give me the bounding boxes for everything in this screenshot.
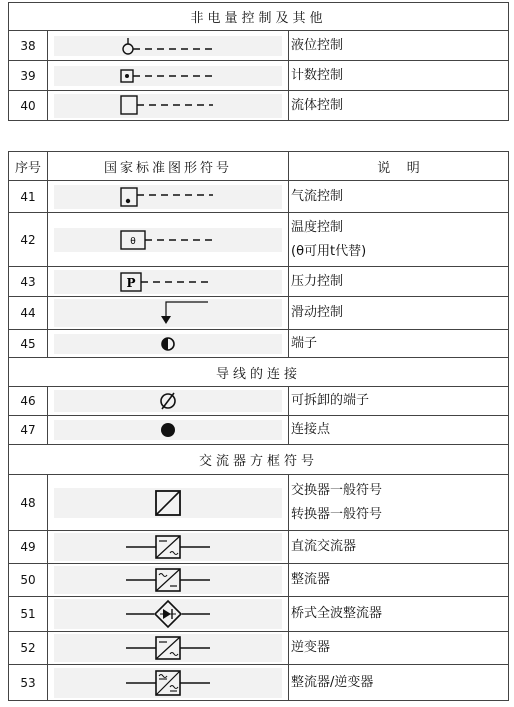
row-description: 流体控制 [289,91,509,121]
row-number: 52 [9,632,48,665]
row-number: 38 [9,31,48,61]
table-row [9,330,509,358]
header-symbol: 国家标准图形符号 [48,152,289,181]
row-number: 45 [9,330,48,358]
table-row [9,213,509,267]
table-row [9,91,509,121]
section-title-converter-box: 交流器方框符号 [9,445,509,475]
row-description: 端子 [289,330,509,358]
row-number: 47 [9,416,48,445]
liquid-level-control-icon [118,36,218,56]
table-row [9,475,509,531]
row-number: 40 [9,91,48,121]
svg-text:P: P [126,275,136,290]
terminal-icon [158,334,178,354]
row-description: 滑动控制 [289,297,509,330]
row-number: 53 [9,665,48,701]
rectifier-inverter-icon [118,668,218,698]
row-description: 可拆卸的端子 [289,387,509,416]
row-number: 50 [9,564,48,597]
table-row [9,387,509,416]
dc-ac-converter-icon [118,533,218,561]
detachable-terminal-icon [157,390,179,412]
sliding-control-icon [118,299,218,327]
table-row [9,531,509,564]
temperature-control-icon [118,228,218,252]
row-description: 交换器一般符号 转换器一般符号 [289,475,509,531]
row-number: 42 [9,213,48,267]
header-description: 说 明 [289,152,509,181]
row-description: 桥式全波整流器 [289,597,509,632]
table-row [9,297,509,330]
row-description: 逆变器 [289,632,509,665]
table-symbols [8,151,509,701]
table-row [9,564,509,597]
row-description: 计数控制 [289,61,509,91]
table-row [9,665,509,701]
row-number: 46 [9,387,48,416]
section-title-wire-connection: 导线的连接 [9,358,509,387]
row-description: 压力控制 [289,267,509,297]
fluid-control-icon [118,94,218,118]
header-number: 序号 [9,152,48,181]
row-description: 直流交流器 [289,531,509,564]
pressure-control-icon [118,270,218,294]
table-row [9,267,509,297]
table-row [9,597,509,632]
table-row [9,31,509,61]
rectifier-icon [118,566,218,594]
connection-point-icon [158,420,178,440]
row-description: 温度控制 (θ可用t代替) [289,213,509,267]
row-number: 43 [9,267,48,297]
table-row [9,61,509,91]
row-description: 整流器 [289,564,509,597]
table-row [9,632,509,665]
bridge-rectifier-icon [118,599,218,629]
airflow-control-icon [118,185,218,209]
row-number: 41 [9,181,48,213]
table-row [9,416,509,445]
row-description: 气流控制 [289,181,509,213]
row-description: 液位控制 [289,31,509,61]
row-number: 39 [9,61,48,91]
row-number: 51 [9,597,48,632]
row-number: 48 [9,475,48,531]
count-control-icon [118,66,218,86]
converter-general-icon [153,488,183,518]
section-title-non-electrical: 非电量控制及其他 [9,3,509,31]
table-non-electrical [8,2,509,121]
inverter-icon [118,634,218,662]
row-description: 整流器/逆变器 [289,665,509,701]
table-row [9,181,509,213]
row-number: 44 [9,297,48,330]
row-number: 49 [9,531,48,564]
svg-text:θ: θ [130,236,136,247]
table-header [9,152,509,181]
row-description: 连接点 [289,416,509,445]
